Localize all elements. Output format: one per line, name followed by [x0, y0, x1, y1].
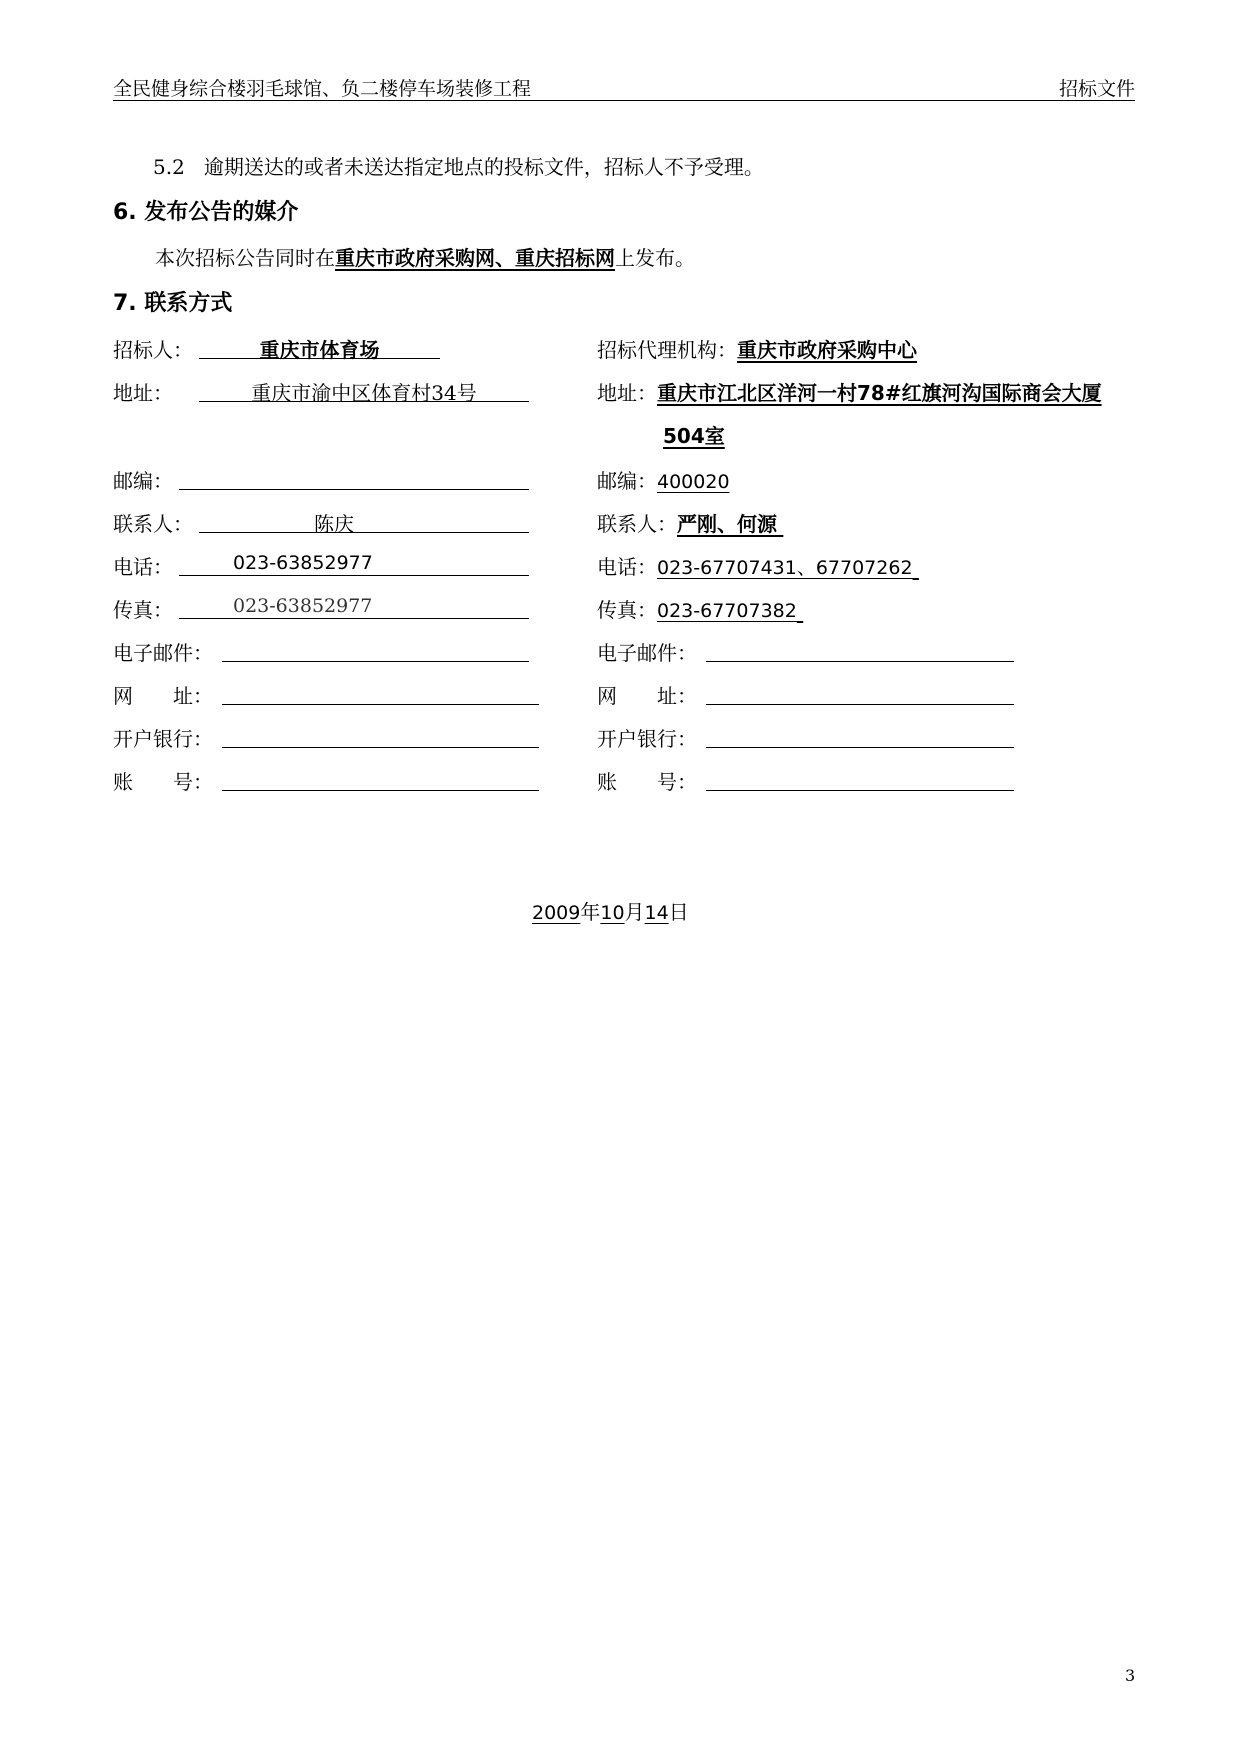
right-postcode-row [597, 465, 730, 494]
right-address-label: 地址： [597, 381, 657, 405]
left-fax-label: 传真： [113, 598, 173, 622]
tenderer-label: 招标人： [113, 338, 193, 362]
left-contact-label: 联系人： [113, 512, 193, 536]
right-address-line1: 重庆市江北区洋河一村78#红旗河沟国际商会大厦 [657, 381, 1102, 405]
date-month: 10 [600, 902, 625, 924]
agency-row [597, 334, 917, 363]
right-email-label: 电子邮件： [597, 641, 697, 665]
page-number: 3 [1125, 1666, 1136, 1685]
right-contact-row [597, 508, 783, 537]
right-account-underline [706, 790, 1014, 791]
left-email-underline [222, 661, 529, 662]
date-month-unit: 月 [624, 900, 645, 924]
agency-label: 招标代理机构： [597, 338, 737, 362]
left-phone-label: 电话： [113, 555, 173, 579]
document-date [532, 896, 689, 925]
left-email-label: 电子邮件： [113, 641, 213, 665]
left-website-underline [222, 704, 539, 705]
right-address-line2: 504室 [663, 424, 725, 448]
left-bank-label: 开户银行： [113, 727, 213, 751]
right-phone-value: 023-67707431、67707262 [657, 557, 913, 579]
right-email-underline [706, 661, 1014, 662]
date-day: 14 [644, 902, 669, 924]
right-fax-value: 023-67707382 [657, 600, 797, 622]
right-contact-label: 联系人： [597, 512, 677, 536]
header-project-title: 全民健身综合楼羽毛球馆、负二楼停车场装修工程 [113, 78, 532, 100]
section-6-text-before: 本次招标公告同时在 [155, 246, 335, 270]
right-fax-label: 传真： [597, 598, 657, 622]
right-website-label: 网 址： [597, 684, 697, 708]
date-year: 2009 [532, 902, 581, 924]
right-address-row [597, 377, 1102, 406]
right-postcode-label: 邮编： [597, 469, 657, 493]
left-contact-value: 陈庆 [314, 512, 354, 536]
right-postcode-value: 400020 [657, 471, 730, 493]
left-fax-value: 023-63852977 [233, 595, 373, 617]
section-6-text [155, 242, 695, 271]
right-account-label: 账 号： [597, 770, 697, 794]
right-bank-underline [706, 747, 1014, 748]
left-bank-underline [222, 747, 539, 748]
right-bank-label: 开户银行： [597, 727, 697, 751]
left-account-underline [222, 790, 539, 791]
media-names: 重庆市政府采购网、重庆招标网 [335, 246, 615, 270]
right-contact-value: 严刚、何源 [677, 512, 777, 536]
header-divider [113, 100, 1135, 101]
left-postcode-label: 邮编： [113, 469, 173, 493]
clause-5-2 [153, 151, 764, 180]
section-7-heading: 7. 联系方式 [113, 291, 233, 316]
date-day-unit: 日 [668, 900, 689, 924]
section-6-text-after: 上发布。 [615, 246, 695, 270]
header-doc-type: 招标文件 [1058, 78, 1135, 100]
tenderer-value: 重庆市体育场 [259, 338, 380, 362]
left-account-label: 账 号： [113, 770, 213, 794]
right-fax-row [597, 594, 803, 623]
section-6-heading: 6. 发布公告的媒介 [113, 200, 299, 225]
left-postcode-underline [179, 489, 529, 490]
left-fax-underline [179, 618, 529, 619]
clause-text: 逾期送达的或者未送达指定地点的投标文件，招标人不予受理。 [203, 155, 764, 179]
clause-number: 5.2 [153, 155, 185, 179]
right-phone-row [597, 551, 919, 580]
left-address-value: 重庆市渝中区体育村34号 [251, 381, 477, 405]
right-website-underline [706, 704, 1014, 705]
left-address-label: 地址： [113, 381, 173, 405]
left-website-label: 网 址： [113, 684, 213, 708]
right-phone-label: 电话： [597, 555, 657, 579]
left-phone-underline [179, 575, 529, 576]
agency-value: 重庆市政府采购中心 [737, 338, 917, 362]
date-year-unit: 年 [580, 900, 601, 924]
left-phone-value: 023-63852977 [233, 552, 373, 574]
